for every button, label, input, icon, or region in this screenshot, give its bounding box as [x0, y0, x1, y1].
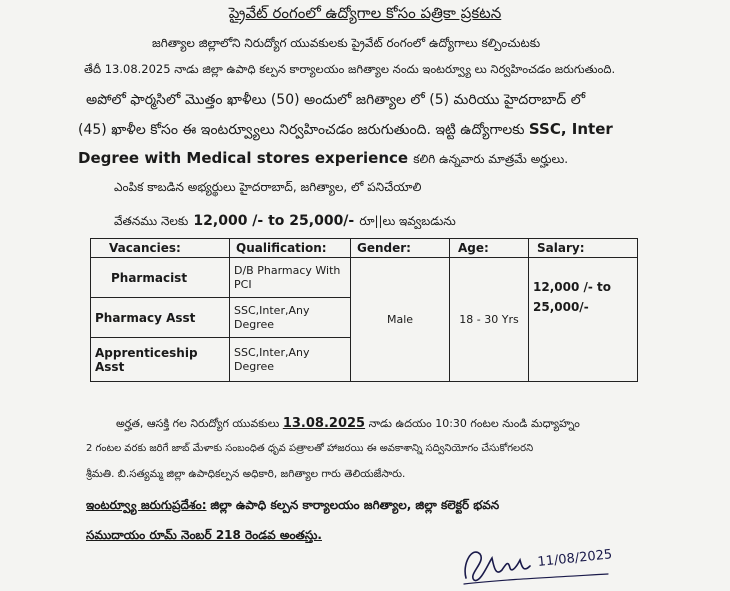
signature-date: 11/08/2025 [536, 547, 613, 570]
venue-line-1 [86, 498, 499, 515]
table-header-row [91, 239, 638, 258]
header-age: Age: [450, 239, 529, 258]
intro-line-4 [78, 120, 613, 141]
header-gender: Gender: [351, 239, 450, 258]
header-salary: Salary: [529, 239, 638, 258]
document-title: ప్రైవేట్ రంగంలో ఉద్యోగాల కోసం పత్రికా ప్రకటన [228, 4, 502, 22]
salary-line [114, 210, 456, 231]
eligibility-inline-1: SSC, Inter [528, 120, 613, 138]
salary-line-post: రూ||లు ఇవ్వబడును [359, 214, 456, 228]
qualification-pharmacy-asst: SSC,Inter,Any Degree [230, 298, 351, 338]
work-location-line: ఎంపిక కాబడిన అభ్యర్థులు హైదరాబాద్, జగిత్యాల, లో పనిచేయాలి [114, 180, 422, 194]
venue-text: జిల్లా ఉపాధి కల్పన కార్యాలయం జగిత్యాల, జిల్లా కలెక్టర్ భవన [210, 498, 500, 512]
header-vacancies: Vacancies: [91, 239, 230, 258]
qualification-pharmacist: D/B Pharmacy With PCI [230, 258, 351, 298]
footer-line-2: 2 గంటల వరకు జరిగే జాబ్ మేళాకు సంబంధిత ధృవ పత్రాలతో హాజరయి ఈ అవకాశాన్ని సద్వినియోగం చేసుకోగలరని [86, 443, 534, 454]
age-cell: 18 - 30 Yrs [450, 258, 529, 382]
role-pharmacist: Pharmacist [91, 258, 230, 298]
venue-label: ఇంటర్వ్యూ జరుగుప్రదేశం: [86, 498, 207, 512]
eligibility-inline-2: Degree with Medical stores experience [78, 149, 409, 167]
footer-line-1-pre: అర్హత, ఆసక్తి గల నిరుద్యోగ యువకులు [116, 417, 280, 430]
salary-max: 25,000/- [533, 299, 589, 314]
intro-line-5 [78, 148, 568, 169]
official-signature [458, 534, 618, 590]
salary-amount: 12,000 /- to 25,000/- [193, 213, 355, 229]
qualification-apprenticeship-asst: SSC,Inter,Any Degree [230, 338, 351, 382]
salary-min: 12,000 /- to [533, 279, 612, 294]
header-qualification: Qualification: [230, 239, 351, 258]
intro-line-4-text: (45) ఖాళీల కోసం ఈ ఇంటర్వ్యూలు నిర్వహించడం జరుగుతుంది. ఇట్టి ఉద్యోగాలకు [78, 122, 525, 138]
role-apprenticeship-asst: Apprenticeship Asst [91, 338, 230, 382]
gender-cell: Male [351, 258, 450, 382]
intro-line-2: తేదీ 13.08.2025 నాడు జిల్లా ఉపాధి కల్పన కార్యాలయం జగిత్యాల నందు ఇంటర్వ్యూ లు నిర్వహించడం జరుగుతుంది. [84, 62, 616, 76]
salary-cell [529, 258, 638, 382]
venue-line-2: సముదాయం రూమ్ నెంబర్ 218 రెండవ అంతస్తు. [86, 528, 322, 542]
footer-line-1-post: నాడు ఉదయం 10:30 గంటల నుండి మధ్యాహ్నం [368, 417, 580, 430]
role-pharmacy-asst: Pharmacy Asst [91, 298, 230, 338]
vacancy-table [90, 238, 638, 382]
footer-line-3: శ్రీమతి. బి.సత్యమ్మ జిల్లా ఉపాధికల్పన అధికారి, జగిత్యాల గారు తెలియజేసారు. [86, 468, 406, 480]
salary-line-pre: వేతనము నెలకు [114, 214, 189, 228]
intro-line-3: అపోలో ఫార్మసిలో మొత్తం ఖాళీలు (50) అందులో జగిత్యాల లో (5) మరియు హైదరాబాద్ లో [86, 92, 586, 108]
footer-date: 13.08.2025 [282, 416, 366, 431]
intro-line-5-text: కలిగి ఉన్నవారు మాత్రమే అర్హులు. [413, 152, 569, 166]
footer-line-1 [116, 416, 580, 433]
table-row [91, 258, 638, 298]
intro-line-1: జగిత్యాల జిల్లాలోని నిరుద్యోగ యువకులకు ప్రైవేట్ రంగంలో ఉద్యోగాలు కల్పించుటకు [152, 36, 541, 50]
